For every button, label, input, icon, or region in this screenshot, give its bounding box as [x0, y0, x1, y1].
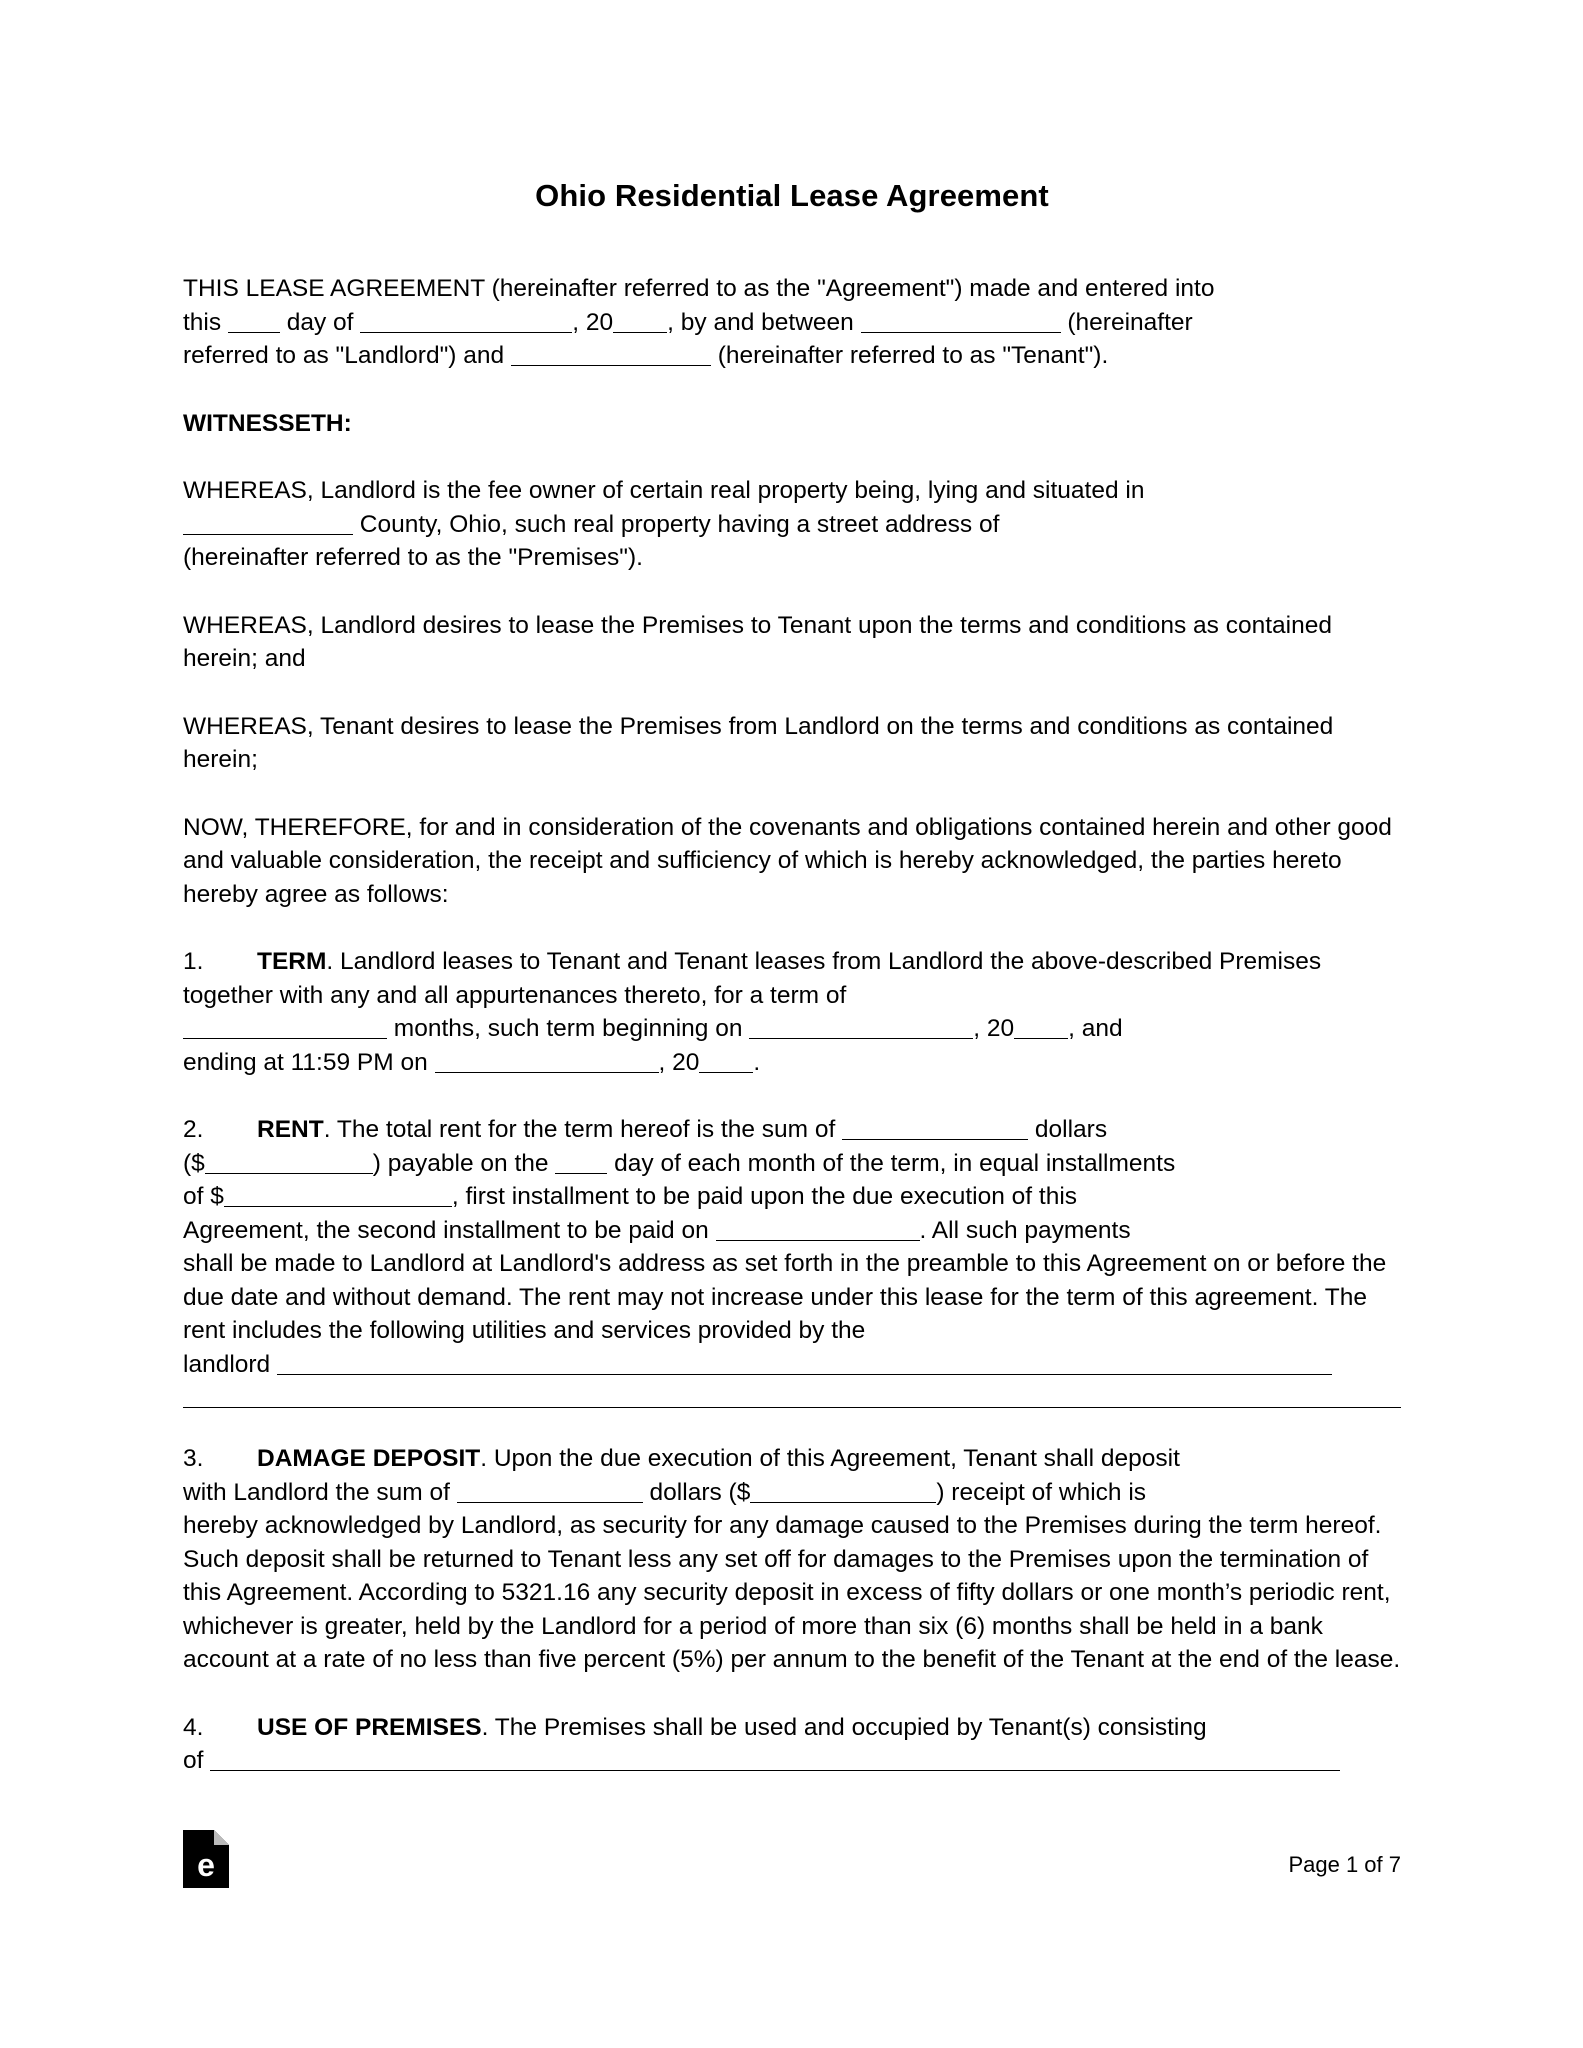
blank-month[interactable] — [360, 312, 572, 333]
section-1-text-f: , 20 — [658, 1048, 700, 1076]
section-1-text-b: months, such term beginning on — [387, 1015, 750, 1042]
section-3-text-d: ) receipt of which is — [936, 1478, 1147, 1506]
blank-installment-amount[interactable] — [224, 1186, 452, 1207]
whereas1-line2: County, Ohio, such real property having a street address of — [353, 510, 1000, 538]
section-4-text-b: of — [183, 1747, 211, 1774]
section-2-text-i: . All such payments — [919, 1216, 1131, 1244]
preamble-line2-b: day of — [279, 308, 361, 336]
blank-county[interactable] — [183, 514, 353, 535]
blank-day[interactable] — [228, 312, 280, 333]
section-2-rent — [183, 1113, 1401, 1408]
section-3-text-a: . Upon the due execution of this Agreement, Tenant shall deposit — [480, 1445, 1180, 1472]
blank-occupants[interactable] — [210, 1750, 1340, 1771]
now-therefore-paragraph: NOW, THEREFORE, for and in consideration of the covenants and obligations contained herein and other good and valuable consideration, the receipt and sufficiency of which is hereby acknowledged, the parties hereto hereby agree as follows: — [183, 813, 1392, 908]
eforms-logo — [183, 1830, 229, 1888]
blank-term-end-year[interactable] — [699, 1052, 753, 1073]
document-body — [183, 0, 1401, 1778]
preamble-line1: THIS LEASE AGREEMENT (hereinafter referred to as the "Agreement") made and entered into — [183, 275, 1215, 302]
blank-deposit-words[interactable] — [457, 1482, 643, 1503]
page-footer — [183, 1830, 1401, 1930]
blank-deposit-amount[interactable] — [750, 1482, 936, 1503]
section-4-use-of-premises — [183, 1711, 1401, 1778]
section-1-number: 1. — [183, 948, 204, 975]
whereas1-line1: WHEREAS, Landlord is the fee owner of certain real property being, lying and situated in — [183, 477, 1145, 504]
preamble-line2-d: , by and between — [667, 308, 861, 336]
section-1-text-c: , 20 — [973, 1015, 1015, 1042]
whereas1-line3: (hereinafter referred to as the "Premises"). — [183, 544, 643, 571]
blank-term-start-year[interactable] — [1014, 1018, 1068, 1039]
blank-second-installment-date[interactable] — [716, 1220, 920, 1241]
svg-text:e: e — [197, 1847, 215, 1883]
blank-term-start-date[interactable] — [749, 1018, 973, 1039]
blank-tenant-name[interactable] — [511, 345, 711, 366]
section-3-text-e: hereby acknowledged by Landlord, as security for any damage caused to the Premises during the term hereof. Such deposit shall be returned to Tenant less any set off for damages to the Premises upon the termination of this Agreement. According to 5321.16 any security deposit in excess of fifty dollars or one month’s periodic rent, whichever is greater, held by the Landlord for a period of more than six (6) months shall be held in a bank account at a rate of no less than five percent (5%) per annum to the benefit of the Tenant at the end of the lease. — [183, 1512, 1401, 1673]
preamble-line3-b: (hereinafter referred to as "Tenant"). — [710, 342, 1109, 369]
witnesseth-heading: WITNESSETH: — [183, 409, 352, 437]
section-1-heading: TERM — [257, 948, 327, 975]
section-3-text-b: with Landlord the sum of — [183, 1478, 457, 1506]
preamble-line2-a: this — [183, 308, 228, 336]
preamble-line3-a: referred to as "Landlord") and — [183, 342, 511, 369]
blank-year[interactable] — [613, 312, 667, 333]
section-4-number: 4. — [183, 1713, 204, 1741]
blank-term-months[interactable] — [183, 1018, 387, 1039]
blank-landlord-name[interactable] — [861, 312, 1061, 333]
section-2-text-g: , first installment to be paid upon the due execution of this — [451, 1183, 1078, 1210]
section-4-text-a: . The Premises shall be used and occupied by Tenant(s) consisting — [481, 1713, 1207, 1741]
section-2-text-d: ) payable on the — [372, 1149, 556, 1177]
section-1-text-d: , and — [1068, 1015, 1123, 1042]
section-2-text-a: . The total rent for the term hereof is the sum of — [323, 1116, 843, 1143]
section-1-text-e: ending at 11:59 PM on — [183, 1048, 435, 1076]
whereas-clause-2: WHEREAS, Landlord desires to lease the Premises to Tenant upon the terms and conditions as contained herein; and — [183, 611, 1332, 672]
section-2-text-f: of $ — [183, 1183, 224, 1210]
section-4-heading: USE OF PREMISES — [257, 1713, 482, 1741]
blank-term-end-date[interactable] — [435, 1052, 659, 1073]
section-3-heading: DAMAGE DEPOSIT — [257, 1445, 481, 1472]
section-3-damage-deposit — [183, 1442, 1401, 1677]
section-2-text-h: Agreement, the second installment to be paid on — [183, 1216, 716, 1244]
blank-rent-due-day[interactable] — [555, 1153, 607, 1174]
page-number: Page 1 of 7 — [1288, 1852, 1401, 1877]
section-2-text-e: day of each month of the term, in equal installments — [607, 1149, 1176, 1177]
section-2-text-k: landlord — [183, 1350, 277, 1378]
section-2-text-c: ($ — [183, 1149, 205, 1177]
section-2-number: 2. — [183, 1116, 204, 1143]
preamble-line2-e: (hereinafter — [1060, 308, 1193, 336]
blank-total-rent-words[interactable] — [842, 1119, 1028, 1140]
preamble-line2-c: , 20 — [572, 308, 614, 336]
section-1-text-g: . — [753, 1048, 761, 1076]
whereas-clause-3: WHEREAS, Tenant desires to lease the Premises from Landlord on the terms and conditions as contained herein; — [183, 712, 1334, 773]
page-title: Ohio Residential Lease Agreement — [535, 178, 1049, 213]
section-1-term — [183, 945, 1401, 1079]
section-3-text-c: dollars ($ — [642, 1478, 751, 1506]
blank-utilities-line-1[interactable] — [277, 1354, 1332, 1375]
section-2-text-j: shall be made to Landlord at Landlord's address as set forth in the preamble to this Agreement on or before the due date and without demand. The rent may not increase under this lease for the term of this agreement. The rent includes the following utilities and services provided by the — [183, 1250, 1387, 1344]
whereas-clause-1 — [183, 474, 1401, 575]
section-1-text-a: . Landlord leases to Tenant and Tenant leases from Landlord the above-described Premises together with any and all appurtenances thereto, for a term of — [183, 948, 1322, 1009]
section-2-heading: RENT — [257, 1116, 324, 1143]
blank-total-rent-amount[interactable] — [205, 1153, 373, 1174]
section-2-text-b: dollars — [1028, 1116, 1108, 1143]
section-3-number: 3. — [183, 1445, 204, 1472]
preamble-paragraph — [183, 272, 1401, 373]
